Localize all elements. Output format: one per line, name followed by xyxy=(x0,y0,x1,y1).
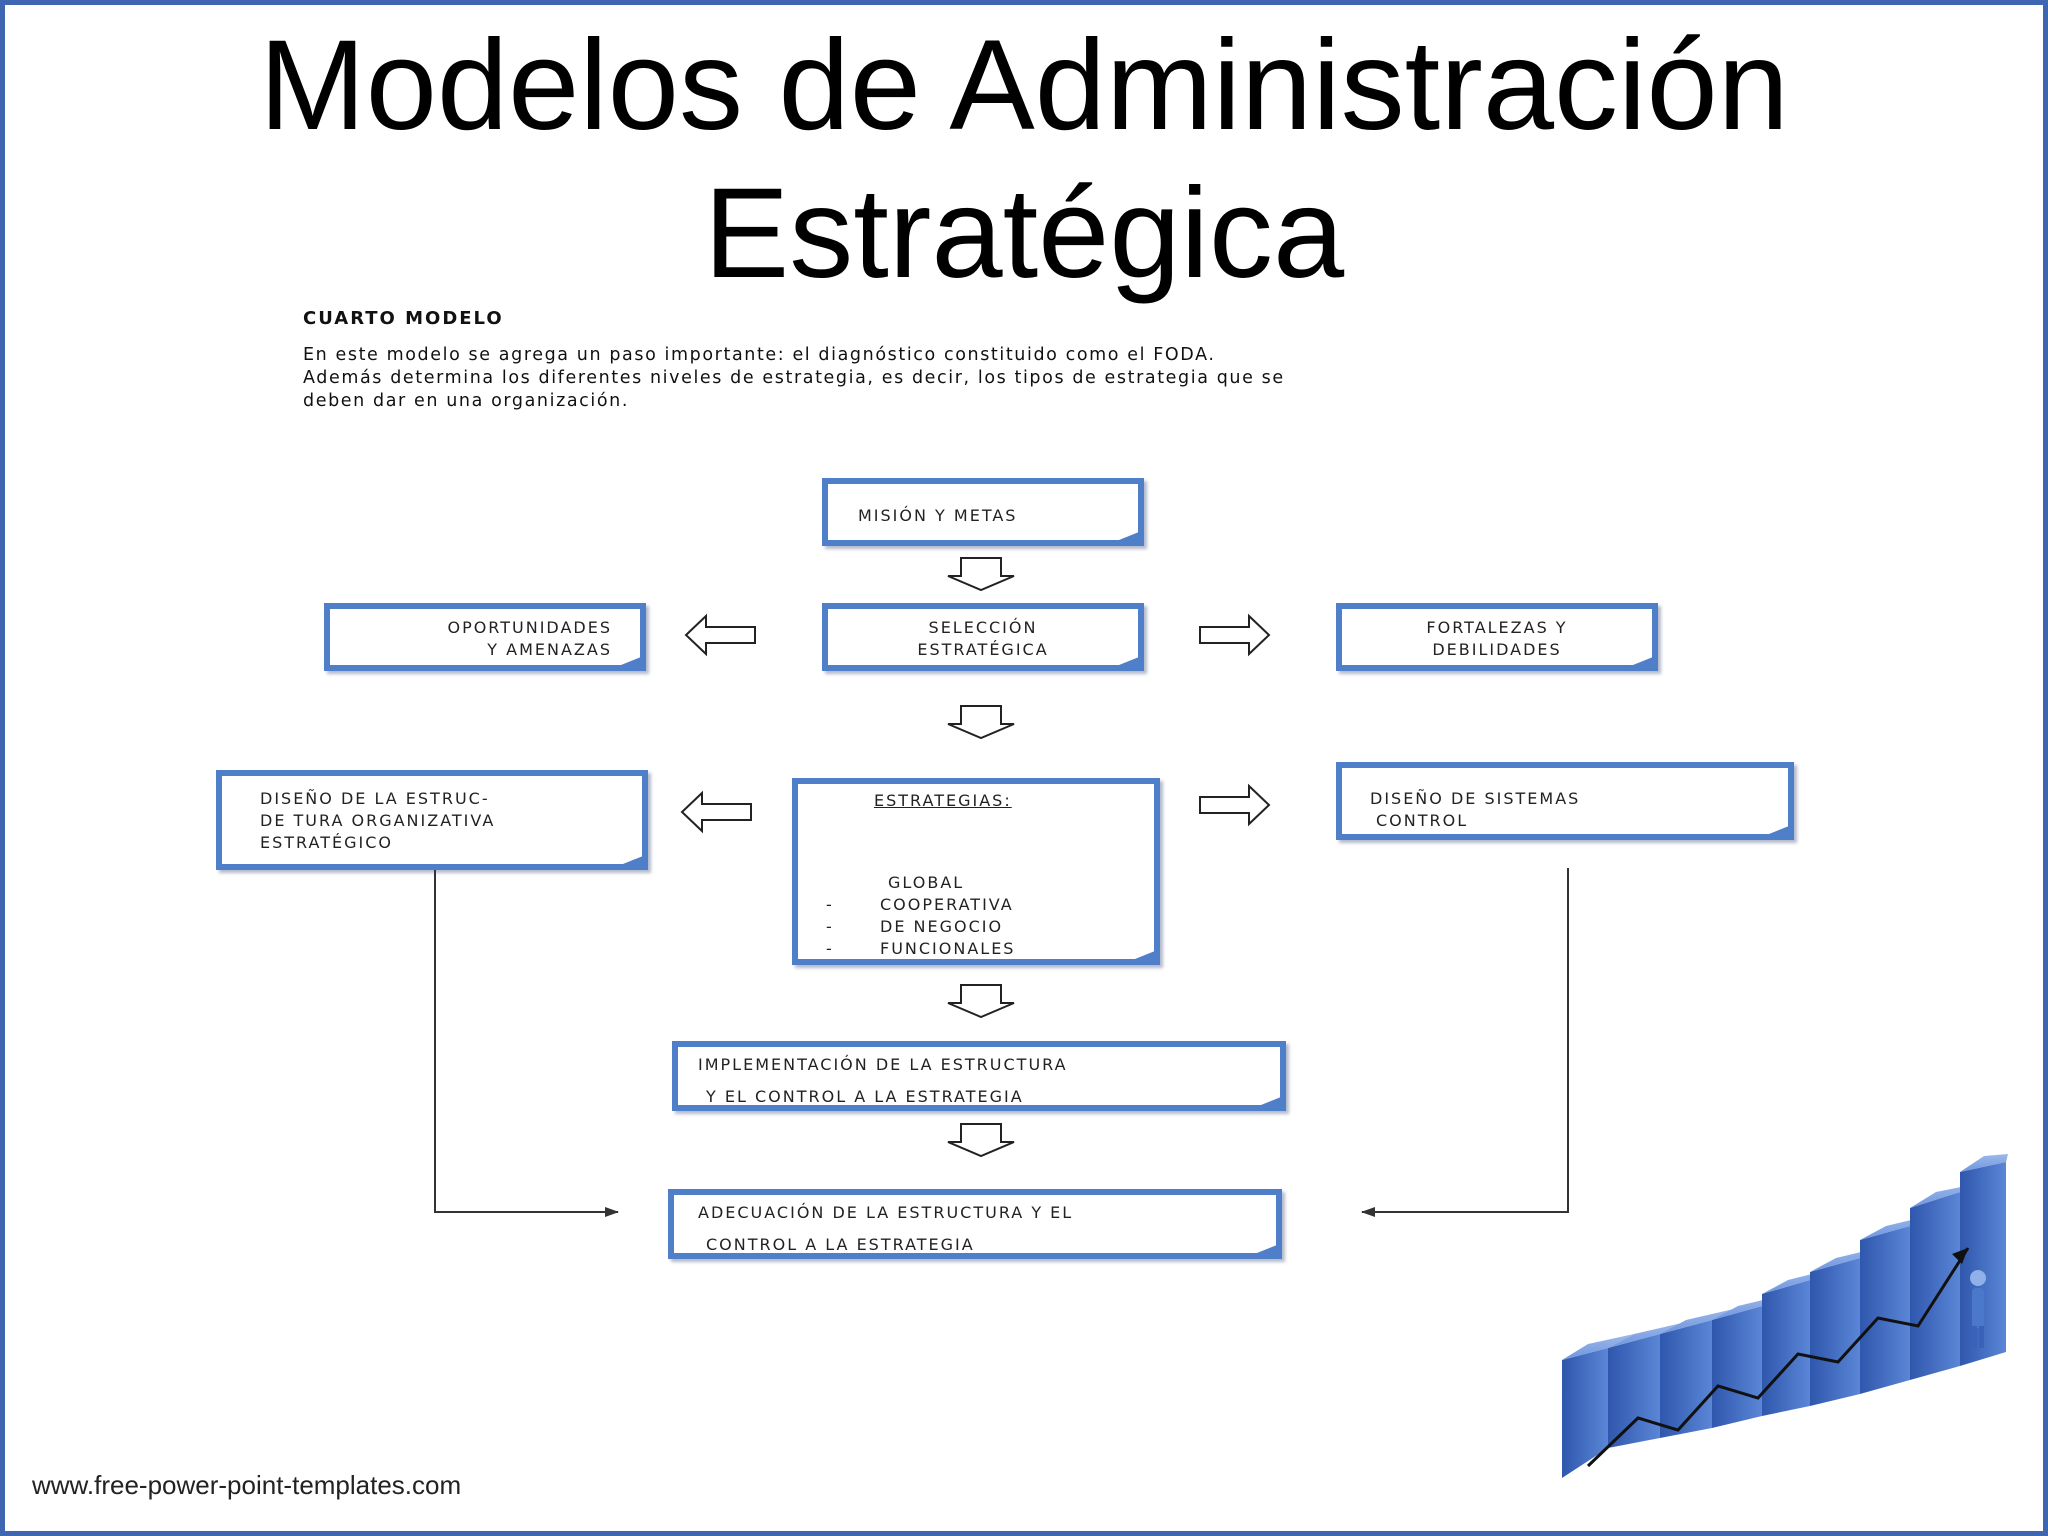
intro-line-1: En este modelo se agrega un paso importante: el diagnóstico constituido como el FODA. xyxy=(303,345,1216,365)
section-heading: CUARTO MODELO xyxy=(303,308,504,329)
box-diseno-estructura-line-3: ESTRATÉGICO xyxy=(260,833,393,852)
box-fortalezas-line-2: DEBILIDADES xyxy=(1432,640,1562,659)
box-estrategias-item-cooperativa xyxy=(798,894,1154,916)
bar-staircase xyxy=(1562,1154,2008,1478)
bullet: - xyxy=(826,917,834,936)
box-oportunidades-line-2: Y AMENAZAS xyxy=(487,640,612,659)
growth-chart-graphic xyxy=(1548,1148,2018,1488)
box-estrategias-item-funcionales xyxy=(798,938,1154,960)
slide-title-line-1: Modelos de Administración xyxy=(259,14,1789,157)
right-arrow-fortalezas xyxy=(1200,616,1269,654)
box-adecuacion xyxy=(668,1189,1282,1259)
box-mision-metas xyxy=(822,478,1144,546)
down-arrow-4 xyxy=(948,1124,1014,1156)
box-diseno-sistemas-line-1: DISEÑO DE SISTEMAS xyxy=(1370,789,1581,808)
right-arrow-diseno-sistemas xyxy=(1200,786,1269,824)
box-diseno-estructura-line-2: DE TURA ORGANIZATIVA xyxy=(260,811,496,830)
box-seleccion-line-1: SELECCIÓN xyxy=(928,618,1038,637)
box-estrategias-item-global: GLOBAL xyxy=(888,873,965,892)
box-estrategias-item-negocio xyxy=(798,916,1154,938)
bullet: - xyxy=(826,939,834,958)
down-arrow-3 xyxy=(948,985,1014,1017)
box-diseno-sistemas xyxy=(1336,762,1794,840)
box-oportunidades-line-1: OPORTUNIDADES xyxy=(447,618,612,637)
box-implementacion xyxy=(672,1041,1286,1111)
box-fortalezas-line-1: FORTALEZAS Y xyxy=(1426,618,1568,637)
box-estrategias-heading: ESTRATEGIAS: xyxy=(874,791,1012,810)
down-arrow-2 xyxy=(948,706,1014,738)
box-adecuacion-line-2: CONTROL A LA ESTRATEGIA xyxy=(706,1235,975,1254)
left-arrow-diseno-estructura xyxy=(682,793,751,831)
box-implementacion-line-1: IMPLEMENTACIÓN DE LA ESTRUCTURA xyxy=(698,1055,1068,1074)
footer-url: www.free-power-point-templates.com xyxy=(32,1470,462,1500)
box-diseno-estructura-line-1: DISEÑO DE LA ESTRUC- xyxy=(260,789,490,808)
item-label: FUNCIONALES xyxy=(880,939,1016,958)
box-diseno-estructura xyxy=(216,770,648,870)
box-diseno-sistemas-line-2: CONTROL xyxy=(1376,811,1469,830)
intro-line-3: deben dar en una organización. xyxy=(303,391,630,411)
down-arrow-1 xyxy=(948,558,1014,590)
box-mision-metas-text: MISIÓN Y METAS xyxy=(858,506,1018,525)
item-label: COOPERATIVA xyxy=(880,895,1014,914)
box-estrategias xyxy=(792,778,1160,965)
bullet: - xyxy=(826,895,834,914)
slide-title-line-2: Estratégica xyxy=(703,162,1345,305)
left-arrow-oportunidades xyxy=(686,616,755,654)
box-seleccion-line-2: ESTRATÉGICA xyxy=(917,640,1049,659)
box-implementacion-line-2: Y EL CONTROL A LA ESTRATEGIA xyxy=(706,1087,1024,1106)
intro-line-2: Además determina los diferentes niveles de estrategia, es decir, los tipos de estrategia que se xyxy=(303,368,1285,388)
box-oportunidades-amenazas xyxy=(324,603,646,671)
box-seleccion-estrategica xyxy=(822,603,1144,671)
item-label: DE NEGOCIO xyxy=(880,917,1004,936)
box-adecuacion-line-1: ADECUACIÓN DE LA ESTRUCTURA Y EL xyxy=(698,1203,1074,1222)
right-feedback-line xyxy=(1362,868,1568,1212)
box-fortalezas-debilidades xyxy=(1336,603,1658,671)
left-feedback-line xyxy=(435,868,618,1212)
